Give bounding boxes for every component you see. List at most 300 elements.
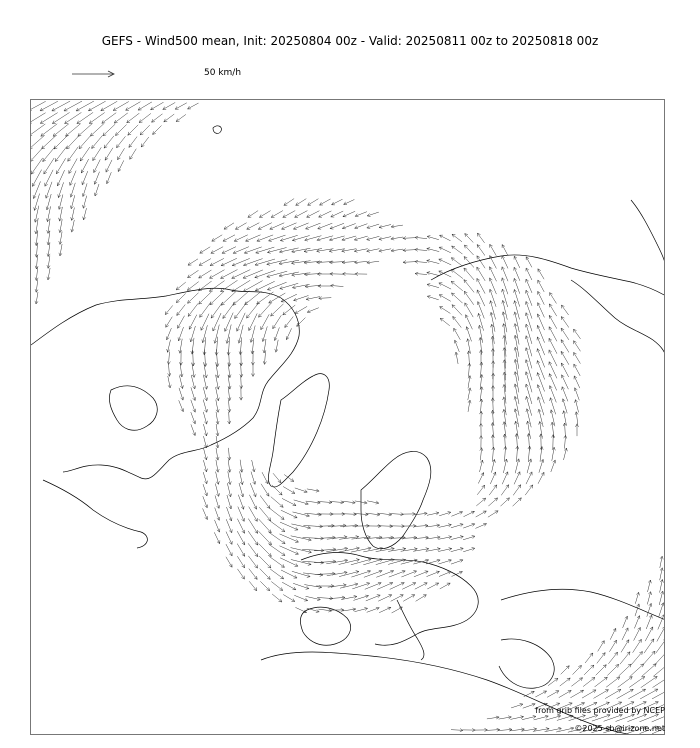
wind-arrow-shaft (151, 102, 164, 110)
wind-arrow-shaft (538, 472, 544, 483)
wind-arrow-shaft (319, 211, 332, 217)
wind-arrow-shaft (164, 114, 174, 122)
wind-arrow-shaft (205, 350, 206, 367)
wind-arrow-shaft (106, 160, 112, 172)
wind-arrow-shaft (464, 245, 473, 255)
wind-arrow-shaft (618, 677, 633, 688)
wind-arrow-shaft (262, 472, 268, 484)
wind-arrow-shaft (354, 249, 367, 252)
wind-arrow-shaft (187, 282, 198, 291)
wind-arrow-shaft (188, 259, 198, 265)
wind-arrow-head (651, 639, 654, 642)
wind-arrow-shaft (92, 136, 103, 149)
wind-arrow-shaft (237, 531, 245, 545)
wind-arrow-shaft (319, 298, 332, 299)
coastline-asia-south (501, 589, 665, 620)
wind-arrow-shaft (490, 289, 496, 307)
wind-arrow-shaft (216, 349, 217, 366)
wind-arrow-shaft (235, 223, 246, 230)
wind-arrow-shaft (452, 234, 462, 242)
wind-arrow-head (550, 293, 553, 296)
wind-arrow-shaft (537, 349, 544, 368)
wind-arrow-shaft (539, 409, 543, 427)
coastline-asia-east (571, 280, 665, 360)
wind-arrow-shaft (126, 102, 141, 111)
wind-arrow-shaft (291, 560, 311, 565)
wind-arrow-shaft (117, 136, 126, 147)
wind-arrow-shaft (627, 714, 646, 721)
wind-arrow-shaft (515, 372, 519, 393)
wind-arrow-shaft (403, 595, 415, 602)
wind-arrow-shaft (561, 305, 568, 315)
wind-arrow-shaft (517, 446, 518, 462)
coastlines (31, 126, 665, 735)
wind-arrow-shaft (53, 124, 69, 137)
wind-arrow-head (266, 493, 269, 496)
wind-arrow-shaft (260, 569, 271, 580)
wind-arrow-shaft (415, 250, 427, 251)
wind-arrow-shaft (561, 351, 569, 364)
wind-arrow-shaft (188, 293, 199, 304)
wind-arrow-shaft (46, 182, 52, 198)
wind-arrow-shaft (515, 384, 519, 404)
coastline-greenland (268, 374, 329, 487)
wind-arrow-shaft (537, 373, 544, 392)
wind-arrow-shaft (239, 325, 243, 343)
wind-arrow-shaft (515, 359, 519, 380)
wind-arrow-shaft (526, 268, 532, 280)
wind-arrow-shaft (60, 219, 62, 232)
wind-arrow-shaft (243, 281, 262, 292)
wind-arrow-shaft (594, 690, 609, 699)
wind-arrow-shaft (280, 558, 298, 566)
wind-arrow-shaft (283, 595, 295, 602)
wind-arrow-shaft (427, 583, 438, 589)
wind-arrow-shaft (270, 509, 284, 520)
wind-arrow-shaft (81, 159, 88, 173)
wind-arrow-shaft (570, 690, 583, 698)
wind-arrow-shaft (630, 664, 643, 676)
wind-arrow-head (52, 121, 55, 124)
wind-arrow-shaft (211, 302, 223, 318)
wind-arrow-shaft (78, 124, 92, 137)
wind-arrow-shaft (439, 271, 451, 277)
wind-arrow-shaft (269, 293, 286, 303)
wind-arrow-shaft (213, 313, 221, 331)
wind-arrow-shaft (604, 715, 623, 722)
wind-arrow-shaft (605, 689, 621, 698)
wind-arrow-shaft (285, 317, 294, 328)
wind-arrow-head (65, 121, 68, 124)
wind-arrow-shaft (271, 211, 283, 218)
wind-arrow-shaft (273, 473, 281, 483)
wind-arrow-head (664, 651, 665, 654)
wind-arrow-shaft (632, 652, 643, 665)
wind-arrow-shaft (244, 247, 261, 253)
wind-arrow-shaft (221, 291, 236, 305)
wind-arrow-shaft (515, 347, 519, 369)
wind-arrow-shaft (477, 267, 485, 281)
wind-arrow-shaft (128, 125, 138, 135)
wind-arrow-shaft (104, 136, 114, 148)
wind-arrow-shaft (351, 559, 371, 565)
wind-arrow-head (477, 267, 480, 270)
wind-arrow-head (663, 639, 665, 642)
wind-arrow-shaft (118, 148, 125, 159)
wind-arrow-shaft (177, 305, 186, 316)
wind-arrow-shaft (237, 544, 245, 557)
wind-arrow-shaft (248, 531, 258, 545)
coastline-small-islands (213, 126, 221, 134)
wind-arrow-shaft (199, 259, 211, 266)
wind-arrow-shaft (103, 124, 115, 136)
wind-arrow-shaft (490, 267, 497, 282)
wind-arrow-shaft (249, 313, 257, 330)
wind-arrow-shaft (198, 281, 211, 291)
wind-arrow-shaft (515, 324, 519, 345)
wind-arrow-head (574, 352, 577, 355)
wind-arrow-shaft (114, 113, 128, 123)
wind-arrow-shaft (60, 244, 62, 256)
wind-arrow-shaft (574, 364, 580, 376)
wind-arrow-shaft (477, 256, 485, 268)
wind-arrow-shaft (464, 268, 474, 280)
wind-arrow-shaft (127, 113, 140, 123)
wind-arrow-shaft (351, 548, 371, 552)
wind-arrow-shaft (248, 211, 258, 218)
wind-arrow-shaft (34, 181, 41, 198)
wind-arrow-shaft (249, 569, 257, 580)
wind-arrow-head (255, 542, 258, 545)
wind-arrow-shaft (598, 641, 605, 652)
wind-arrow-shaft (595, 677, 608, 687)
reference-speed-label: 50 km/h (204, 68, 242, 78)
wind-arrow-head (291, 599, 294, 602)
wind-arrow-shaft (188, 103, 199, 109)
wind-arrow-shaft (352, 583, 369, 589)
wind-arrow-shaft (574, 341, 581, 352)
wind-arrow-shaft (481, 399, 482, 413)
wind-arrow-shaft (271, 582, 282, 591)
wind-arrow-shaft (608, 652, 617, 664)
wind-arrow-shaft (178, 316, 185, 329)
wind-arrow-shaft (199, 292, 212, 304)
wind-arrow-shaft (163, 103, 175, 110)
wind-arrow-shaft (439, 283, 451, 289)
wind-arrow-shaft (499, 717, 512, 719)
wind-arrow-shaft (477, 245, 485, 256)
wind-arrow-shaft (189, 315, 197, 330)
wind-arrow-shaft (216, 412, 218, 424)
wind-arrow-shaft (226, 532, 232, 545)
wind-arrow-shaft (550, 293, 557, 304)
wind-arrow-shaft (515, 312, 520, 332)
wind-arrow-head (221, 289, 224, 292)
wind-arrow-shaft (561, 328, 569, 340)
wind-arrow-shaft (549, 304, 556, 316)
wind-arrow-shaft (489, 485, 497, 495)
wind-arrow-head (44, 171, 47, 174)
wind-arrow-shaft (259, 556, 271, 568)
wind-arrow-shaft (216, 460, 218, 472)
wind-arrow-shaft (293, 583, 309, 588)
wind-arrow-shaft (439, 295, 451, 302)
wind-arrow-shaft (339, 560, 360, 565)
wind-arrow-shaft (620, 652, 630, 664)
wind-arrow-head (282, 541, 285, 544)
wind-arrow-shaft (583, 677, 595, 686)
wind-arrow-shaft (488, 498, 497, 506)
wind-arrow-shaft (229, 400, 230, 412)
wind-arrow-shaft (478, 313, 483, 330)
wind-arrow-shaft (644, 639, 654, 653)
wind-arrow-shaft (243, 270, 263, 278)
wind-arrow-shaft (296, 199, 307, 206)
wind-arrow-shaft (526, 336, 532, 357)
wind-arrow-shaft (139, 113, 151, 122)
wind-arrow-head (273, 325, 276, 328)
wind-arrow-head (255, 530, 258, 533)
wind-arrow-shaft (469, 351, 470, 365)
wind-arrow-shaft (284, 199, 294, 206)
wind-arrow-shaft (204, 362, 207, 378)
wind-arrow-shaft (200, 247, 210, 253)
wind-arrow-shaft (513, 498, 522, 506)
wind-arrow-head (77, 121, 80, 124)
wind-arrow-shaft (477, 485, 485, 495)
wind-arrow-shaft (526, 360, 532, 381)
wind-arrow-shaft (440, 307, 451, 314)
wind-arrow-shaft (469, 363, 470, 377)
wind-arrow-shaft (451, 269, 463, 278)
wind-arrow-shaft (488, 511, 498, 517)
wind-arrow-shaft (130, 149, 137, 160)
wind-arrow-shaft (176, 114, 186, 121)
wind-arrow-shaft (560, 678, 570, 686)
wind-map-canvas (31, 100, 665, 735)
wind-arrow-shaft (306, 297, 320, 300)
wind-arrow-head (130, 156, 133, 159)
wind-arrow-shaft (265, 352, 266, 365)
wind-arrow-head (166, 324, 169, 327)
wind-arrow-head (601, 641, 604, 644)
wind-arrow-shaft (90, 124, 103, 136)
wind-arrow-shaft (226, 544, 232, 556)
wind-arrow-shaft (52, 101, 70, 111)
wind-arrow-shaft (502, 256, 508, 269)
wind-arrow-shaft (453, 316, 462, 327)
wind-arrow-shaft (452, 305, 462, 316)
wind-arrow-head (561, 340, 564, 343)
wind-arrow-shaft (502, 245, 508, 256)
wind-arrow-shaft (642, 664, 656, 677)
wind-arrow-shaft (609, 640, 616, 652)
wind-arrow-shaft (259, 211, 270, 218)
wind-arrow-shaft (269, 520, 285, 531)
wind-arrow-shaft (538, 385, 545, 404)
wind-arrow-shaft (260, 581, 269, 590)
wind-arrow-head (561, 328, 564, 331)
wind-arrow-shaft (291, 548, 312, 553)
wind-arrow-shaft (640, 714, 659, 722)
wind-arrow-shaft (477, 233, 484, 243)
wind-arrow-shaft (559, 690, 571, 697)
wind-arrow-shaft (280, 522, 298, 530)
wind-arrow-shaft (561, 666, 570, 675)
wind-arrow-shaft (115, 125, 126, 136)
wind-arrow-shaft (331, 211, 343, 217)
wind-arrow-shaft (54, 135, 68, 149)
wind-arrow-shaft (259, 507, 270, 521)
wind-arrow-head (282, 529, 285, 532)
wind-arrow-shaft (248, 543, 258, 556)
wind-arrow-shaft (269, 532, 285, 543)
wind-arrow-shaft (606, 677, 620, 687)
wind-arrow-shaft (237, 556, 244, 568)
wind-arrow-shaft (501, 485, 509, 496)
wind-arrow-shaft (235, 302, 248, 319)
wind-arrow-shaft (549, 338, 557, 353)
wind-arrow-shaft (513, 485, 521, 496)
wind-arrow-shaft (331, 286, 344, 287)
wind-arrow-head (199, 275, 202, 278)
wind-arrow-shaft (502, 267, 508, 281)
wind-arrow-shaft (561, 363, 568, 377)
wind-arrow-head (495, 511, 498, 514)
wind-arrow-shaft (315, 574, 335, 575)
wind-arrow-shaft (561, 317, 569, 328)
wind-arrow-shaft (526, 396, 531, 415)
wind-arrow-shaft (515, 335, 519, 357)
wind-arrow-shaft (565, 435, 566, 448)
wind-arrow-shaft (403, 250, 415, 251)
wind-arrow-shaft (102, 113, 116, 124)
wind-arrow-shaft (94, 159, 101, 172)
wind-arrow-shaft (318, 502, 332, 503)
wind-arrow-head (296, 202, 299, 205)
wind-arrow-shaft (526, 384, 532, 404)
wind-arrow-shaft (93, 147, 102, 160)
wind-arrow-shaft (292, 284, 309, 287)
wind-arrow-shaft (212, 235, 222, 241)
wind-arrow-shaft (169, 352, 170, 365)
wind-arrow-shaft (415, 262, 427, 263)
copyright-credit: ©2025 sb@irizone.net (574, 724, 665, 733)
wind-arrow-shaft (573, 665, 582, 674)
wind-arrow-shaft (476, 498, 485, 506)
wind-arrow-shaft (571, 678, 582, 687)
wind-arrow-shaft (64, 101, 82, 111)
wind-arrow-shaft (229, 350, 230, 367)
wind-arrow-shaft (653, 664, 665, 677)
wind-arrow-shaft (526, 257, 532, 268)
wind-arrow-shaft (646, 615, 652, 629)
wind-arrow-shaft (505, 446, 506, 461)
wind-arrow-shaft (339, 537, 359, 540)
wind-arrow-shaft (643, 651, 655, 665)
wind-arrow-shaft (269, 544, 285, 555)
wind-arrow-shaft (261, 314, 269, 329)
wind-arrow-shaft (403, 238, 415, 239)
wind-arrow-shaft (237, 313, 245, 331)
wind-arrow-head (464, 291, 467, 294)
wind-arrow-shaft (226, 557, 232, 567)
wind-arrow-shaft (355, 261, 368, 262)
wind-arrow-shaft (326, 548, 347, 551)
wind-arrow-shaft (60, 232, 62, 245)
wind-arrow-shaft (129, 137, 137, 148)
wind-arrow-head (638, 639, 641, 642)
data-source-credit: from grib files provided by NCEP (535, 706, 665, 715)
wind-arrow-shaft (291, 524, 310, 528)
wind-arrow-shaft (246, 235, 261, 241)
wind-arrow-shaft (514, 472, 520, 485)
wind-arrow-shaft (249, 581, 257, 590)
wind-arrow-shaft (215, 325, 220, 344)
wind-scale-legend (70, 66, 270, 82)
wind-arrow-shaft (465, 234, 474, 243)
coastline-europe (301, 553, 478, 646)
wind-arrow-shaft (537, 361, 544, 380)
wind-arrow-head (626, 640, 629, 643)
wind-arrow-shaft (259, 544, 272, 557)
wind-arrow-shaft (105, 148, 113, 160)
wind-arrow-shaft (247, 302, 260, 318)
coastline-siberia (431, 255, 665, 296)
wind-arrow-shaft (225, 313, 233, 332)
coastline-iberia (300, 607, 350, 645)
wind-arrow-shaft (622, 628, 628, 640)
wind-arrow-head (248, 214, 251, 217)
wind-arrow-shaft (203, 325, 208, 343)
wind-arrow-shaft (165, 305, 173, 314)
wind-arrow-head (284, 202, 287, 205)
wind-arrow-shaft (141, 137, 149, 147)
wind-arrow-shaft (241, 375, 242, 388)
wind-arrow-shaft (652, 714, 665, 722)
wind-arrow-shaft (228, 471, 230, 484)
wind-arrow-shaft (538, 303, 545, 318)
wind-arrow-shaft (339, 548, 360, 552)
wind-arrow-shaft (452, 293, 463, 303)
wind-arrow-head (40, 121, 43, 124)
wind-arrow-shaft (292, 571, 310, 576)
wind-arrow-shaft (82, 171, 88, 185)
wind-arrow-shaft (549, 315, 557, 328)
wind-arrow-shaft (416, 595, 427, 602)
wind-arrow-shaft (166, 317, 173, 328)
wind-arrow-shaft (280, 546, 299, 554)
wind-arrow-shaft (227, 325, 231, 344)
wind-arrow-shaft (561, 340, 569, 353)
wind-vector-field (31, 101, 665, 734)
wind-arrow-shaft (525, 485, 533, 495)
wind-arrow-shaft (248, 556, 257, 568)
wind-arrow-shaft (585, 653, 593, 663)
wind-arrow-shaft (280, 283, 298, 288)
wind-arrow-shaft (307, 211, 320, 218)
wind-arrow-head (224, 226, 227, 229)
wind-arrow-shaft (597, 653, 605, 664)
wind-arrow-shaft (526, 324, 532, 344)
wind-arrow-shaft (378, 595, 392, 601)
wind-arrow-shaft (223, 235, 235, 241)
wind-arrow-shaft (538, 269, 544, 279)
wind-arrow-shaft (282, 498, 296, 505)
wind-arrow-shaft (211, 247, 223, 254)
wind-arrow-shaft (330, 502, 343, 503)
wind-arrow-shaft (255, 281, 274, 290)
